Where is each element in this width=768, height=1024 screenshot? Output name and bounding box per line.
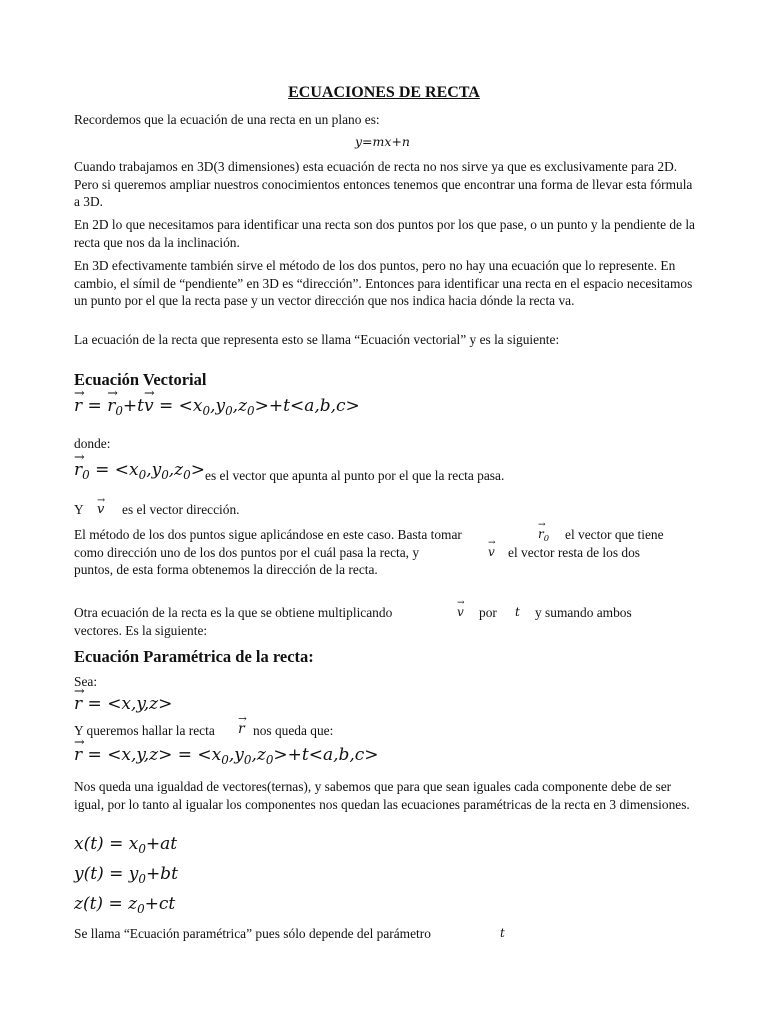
y-parametric-equation: $y(t) = y_0+bt$ — [74, 864, 178, 887]
v-symbol-multiply: → v — [457, 605, 464, 619]
sea-label: Sea: — [74, 674, 98, 689]
method-text-e: puntos, de esta forma obtenemos la dirección de la recta. — [74, 562, 378, 577]
v-symbol-inline: → v — [488, 545, 495, 559]
paragraph-3d: Cuando trabajamos en 3D(3 dimensiones) esta ecuación de recta no nos sirve ya que es exclusivamente para 2D. Pero si queremos ampliar nuestros conocimientos entonces tenemos que encontrar una forma de llevar esta fórmula a 3D. — [74, 159, 693, 209]
method-text-b: el vector que tiene — [565, 527, 664, 542]
v-vector-symbol: → v — [97, 502, 104, 517]
heading-vectorial: Ecuación Vectorial — [74, 370, 207, 389]
closing-text: Se llama “Ecuación paramétrica” pues sólo depende del parámetro — [74, 926, 431, 941]
v-description: es el vector dirección. — [122, 502, 240, 517]
r-symbol-inline: → r — [238, 721, 245, 737]
r-equation: → r = <x,y,z> — [74, 694, 172, 714]
other-eq-text-c: y sumando ambos — [535, 605, 632, 620]
y-label: Y — [74, 502, 84, 517]
donde-label: donde: — [74, 436, 111, 451]
other-eq-text-a: Otra ecuación de la recta es la que se obtiene multiplicando — [74, 605, 393, 620]
z-parametric-equation: $z(t) = z_0+ct$ — [74, 894, 176, 917]
paragraph-igualdad: Nos queda una igualdad de vectores(ternas), y sabemos que para que sean iguales cada componente debe de ser igual, por lo tanto al igualar los componentes nos quedan las ecuaciones paramétricas de la recta en 3 dimensiones. — [74, 779, 690, 812]
paragraph-vectorial-intro: La ecuación de la recta que representa esto se llama “Ecuación vectorial” y es la siguiente: — [74, 332, 560, 347]
other-eq-text-d: vectores. Es la siguiente: — [74, 623, 208, 638]
vectorial-equation: → r = → $r_0+t\to v = <x_0,y_0,z_0>+t<a,b,c>$ — [74, 396, 360, 418]
hallar-text-a: Y queremos hallar la recta — [74, 723, 215, 738]
r0-equation: → $r_0 = <x_0,y_0,z_0>$ — [74, 460, 205, 482]
r0-description: es el vector que apunta al punto por el que la recta pasa. — [205, 468, 505, 483]
paragraph-2d: En 2D lo que necesitamos para identificar una recta son dos puntos por los que pase, o un punto y la pendiente de la recta que nos da la inclinación. — [74, 217, 696, 250]
plane-equation-text: y=mx+n — [355, 134, 410, 149]
paragraph-direction: En 3D efectivamente también sirve el método de los dos puntos, pero no hay una ecuación que lo represente. En cambio, el símil de “pendiente” en 3D es “dirección”. Entonces para identificar una recta en el espacio necesitamos un punto por el que la recta pase y un vector dirección que nos indica hacia dónde la recta va. — [74, 258, 693, 308]
heading-parametrica: Ecuación Paramétrica de la recta: — [74, 647, 314, 666]
t-symbol: t — [515, 605, 520, 619]
method-text-d: el vector resta de los dos — [508, 545, 641, 560]
t-parameter-symbol: t — [500, 926, 505, 940]
intro-paragraph: Recordemos que la ecuación de una recta en un plano es: — [74, 112, 380, 127]
method-text-a: El método de los dos puntos sigue aplicándose en este caso. Basta tomar — [74, 527, 462, 542]
long-equation: → $r = <x,y,z> = <x_0,y_0,z_0>+t<a,b,c>$ — [74, 745, 379, 767]
hallar-text-b: nos queda que: — [253, 723, 334, 738]
x-parametric-equation: $x(t) = x_0+at$ — [74, 834, 178, 857]
method-text-c: como dirección uno de los dos puntos por el cuál pasa la recta, y — [74, 545, 420, 560]
r0-symbol: → $r_0$ — [538, 527, 549, 543]
document-title: ECUACIONES DE RECTA — [288, 84, 480, 101]
plane-equation — [355, 134, 410, 149]
other-eq-text-b: por — [479, 605, 497, 620]
